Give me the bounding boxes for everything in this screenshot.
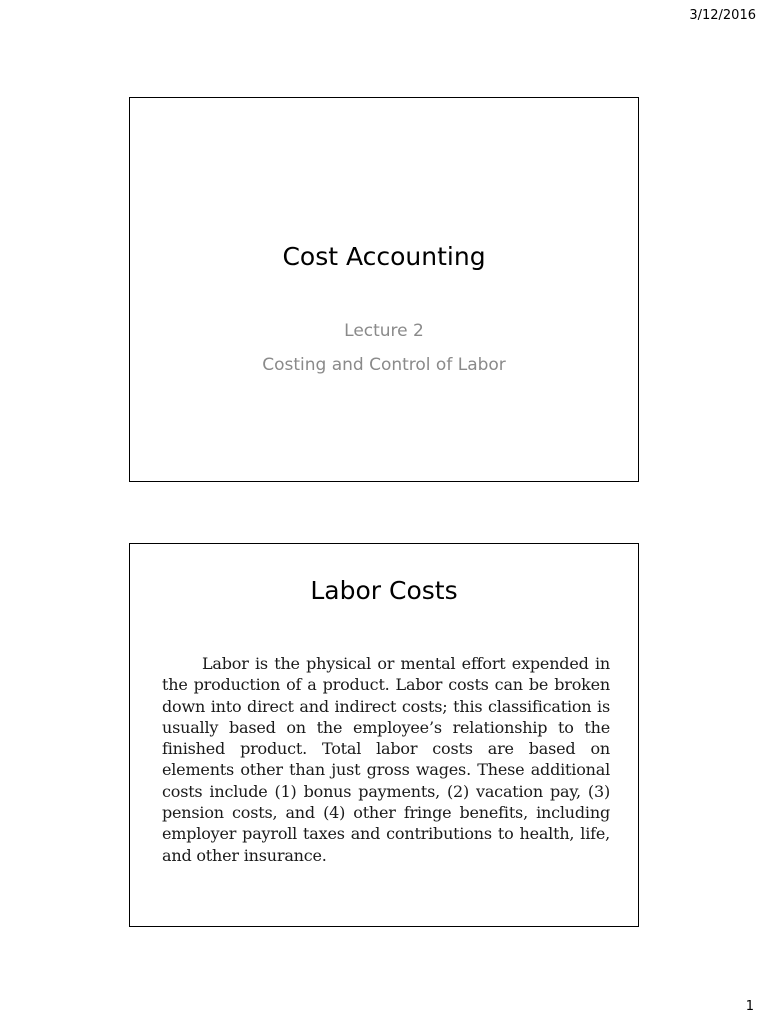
slide-title: Cost Accounting bbox=[282, 242, 486, 271]
slide-2 bbox=[129, 543, 639, 927]
slide-subtitle-topic: Costing and Control of Labor bbox=[262, 355, 506, 375]
slide-subtitle-lecture: Lecture 2 bbox=[344, 321, 424, 341]
slide-1 bbox=[129, 97, 639, 482]
slide-title: Labor Costs bbox=[310, 576, 458, 605]
slide-body-text: Labor is the physical or mental effort expended in the production of a product. Labor costs can be broken down into direct and indirect costs; this classification is usually based on the employee’s relationship to the finished product. Total labor costs are based on elements other than just gross wages. These additional costs include (1) bonus payments, (2) vacation pay, (3) pension costs, and (4) other fringe benefits, including employer payroll taxes and contributions to health, life, and other insurance. bbox=[162, 654, 610, 865]
page-number: 1 bbox=[745, 999, 754, 1014]
print-date: 3/12/2016 bbox=[689, 8, 756, 23]
